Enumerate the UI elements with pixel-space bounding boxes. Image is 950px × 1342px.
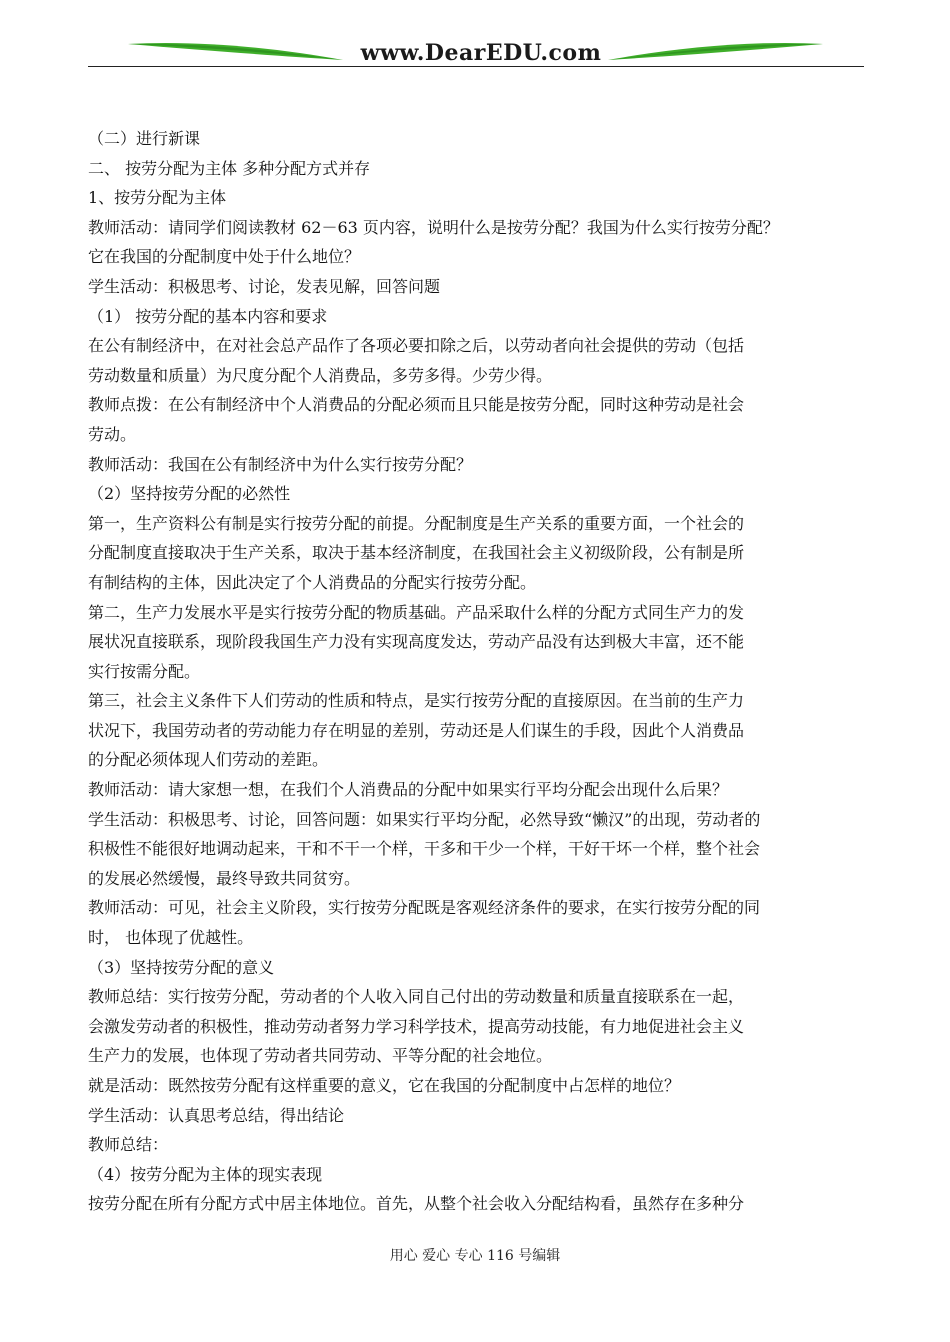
text-line: （4）按劳分配为主体的现实表现	[88, 1164, 323, 1184]
text-line: 第一，生产资料公有制是实行按劳分配的前提。分配制度是生产关系的重要方面，一个社会的	[88, 513, 745, 533]
text-line: 积极性不能很好地调动起来，干和不干一个样，干多和干少一个样，干好干坏一个样，整个社会	[88, 839, 761, 859]
text-line: 1、按劳分配为主体	[88, 188, 227, 208]
text-line: 时， 也体现了优越性。	[88, 928, 254, 948]
text-line: 实行按需分配。	[88, 661, 201, 681]
text-line: 会激发劳动者的积极性，推动劳动者努力学习科学技术，提高劳动技能，有力地促进社会主义	[88, 1016, 745, 1036]
text-line: 劳动。	[88, 424, 137, 444]
text-line: （2）坚持按劳分配的必然性	[88, 484, 291, 504]
text-line: 状况下，我国劳动者的劳动能力存在明显的差别，劳动还是人们谋生的手段，因此个人消费品	[88, 720, 745, 740]
text-line: 的发展必然缓慢，最终导致共同贫穷。	[88, 868, 361, 888]
text-line: 展状况直接联系，现阶段我国生产力没有实现高度发达，劳动产品没有达到极大丰富，还不能	[88, 632, 745, 652]
text-line: 在公有制经济中，在对社会总产品作了各项必要扣除之后，以劳动者向社会提供的劳动（包括	[88, 336, 745, 356]
text-line: 按劳分配在所有分配方式中居主体地位。首先，从整个社会收入分配结构看，虽然存在多种分	[88, 1194, 745, 1214]
page-footer: 用心 爱心 专心 116 号编辑	[389, 1248, 561, 1264]
document-body	[88, 124, 868, 1219]
text-line: 教师总结：实行按劳分配，劳动者的个人收入同自己付出的劳动数量和质量直接联系在一起，	[88, 987, 745, 1007]
text-line: 教师活动：可见，社会主义阶段，实行按劳分配既是客观经济条件的要求，在实行按劳分配的同	[88, 898, 761, 918]
text-line: 教师点拨：在公有制经济中个人消费品的分配必须而且只能是按劳分配，同时这种劳动是社会	[88, 395, 745, 415]
text-line: 学生活动：积极思考、讨论，回答问题：如果实行平均分配，必然导致“懒汉”的出现，劳动者的	[88, 809, 761, 829]
text-line: 的分配必须体现人们劳动的差距。	[88, 750, 329, 770]
text-line: 有制结构的主体，因此决定了个人消费品的分配实行按劳分配。	[88, 572, 537, 592]
header-divider	[88, 66, 864, 67]
text-line: 生产力的发展，也体现了劳动者共同劳动、平等分配的社会地位。	[88, 1046, 553, 1066]
text-line: （3）坚持按劳分配的意义	[88, 957, 275, 977]
site-logo-text: www.DearEDU.com	[360, 40, 602, 66]
text-line: （二）进行新课	[88, 129, 201, 148]
page-header	[88, 30, 864, 70]
text-line: 教师活动：请大家想一想，在我们个人消费品的分配中如果实行平均分配会出现什么后果？	[88, 780, 729, 800]
text-line: 就是活动：既然按劳分配有这样重要的意义，它在我国的分配制度中占怎样的地位？	[88, 1076, 681, 1095]
text-line: 教师活动：请同学们阅读教材 62－63 页内容，说明什么是按劳分配？我国为什么实行按劳分配？	[88, 217, 779, 237]
text-line: 第三，社会主义条件下人们劳动的性质和特点，是实行按劳分配的直接原因。在当前的生产力	[88, 691, 745, 711]
text-line: 劳动数量和质量）为尺度分配个人消费品，多劳多得。少劳少得。	[88, 365, 553, 385]
text-line: 第二，生产力发展水平是实行按劳分配的物质基础。产品采取什么样的分配方式同生产力的发	[88, 602, 745, 622]
text-line: 学生活动：认真思考总结，得出结论	[88, 1105, 345, 1125]
text-line: 学生活动：积极思考、讨论，发表见解，回答问题	[88, 276, 441, 296]
text-line: 教师活动：我国在公有制经济中为什么实行按劳分配？	[88, 454, 473, 474]
text-line: 它在我国的分配制度中处于什么地位？	[88, 247, 361, 267]
text-line: 分配制度直接取决于生产关系，取决于基本经济制度，在我国社会主义初级阶段，公有制是所	[88, 543, 745, 563]
text-line: （1） 按劳分配的基本内容和要求	[88, 306, 328, 326]
text-line: 教师总结：	[88, 1135, 169, 1155]
text-line: 二、 按劳分配为主体 多种分配方式并存	[88, 158, 371, 178]
